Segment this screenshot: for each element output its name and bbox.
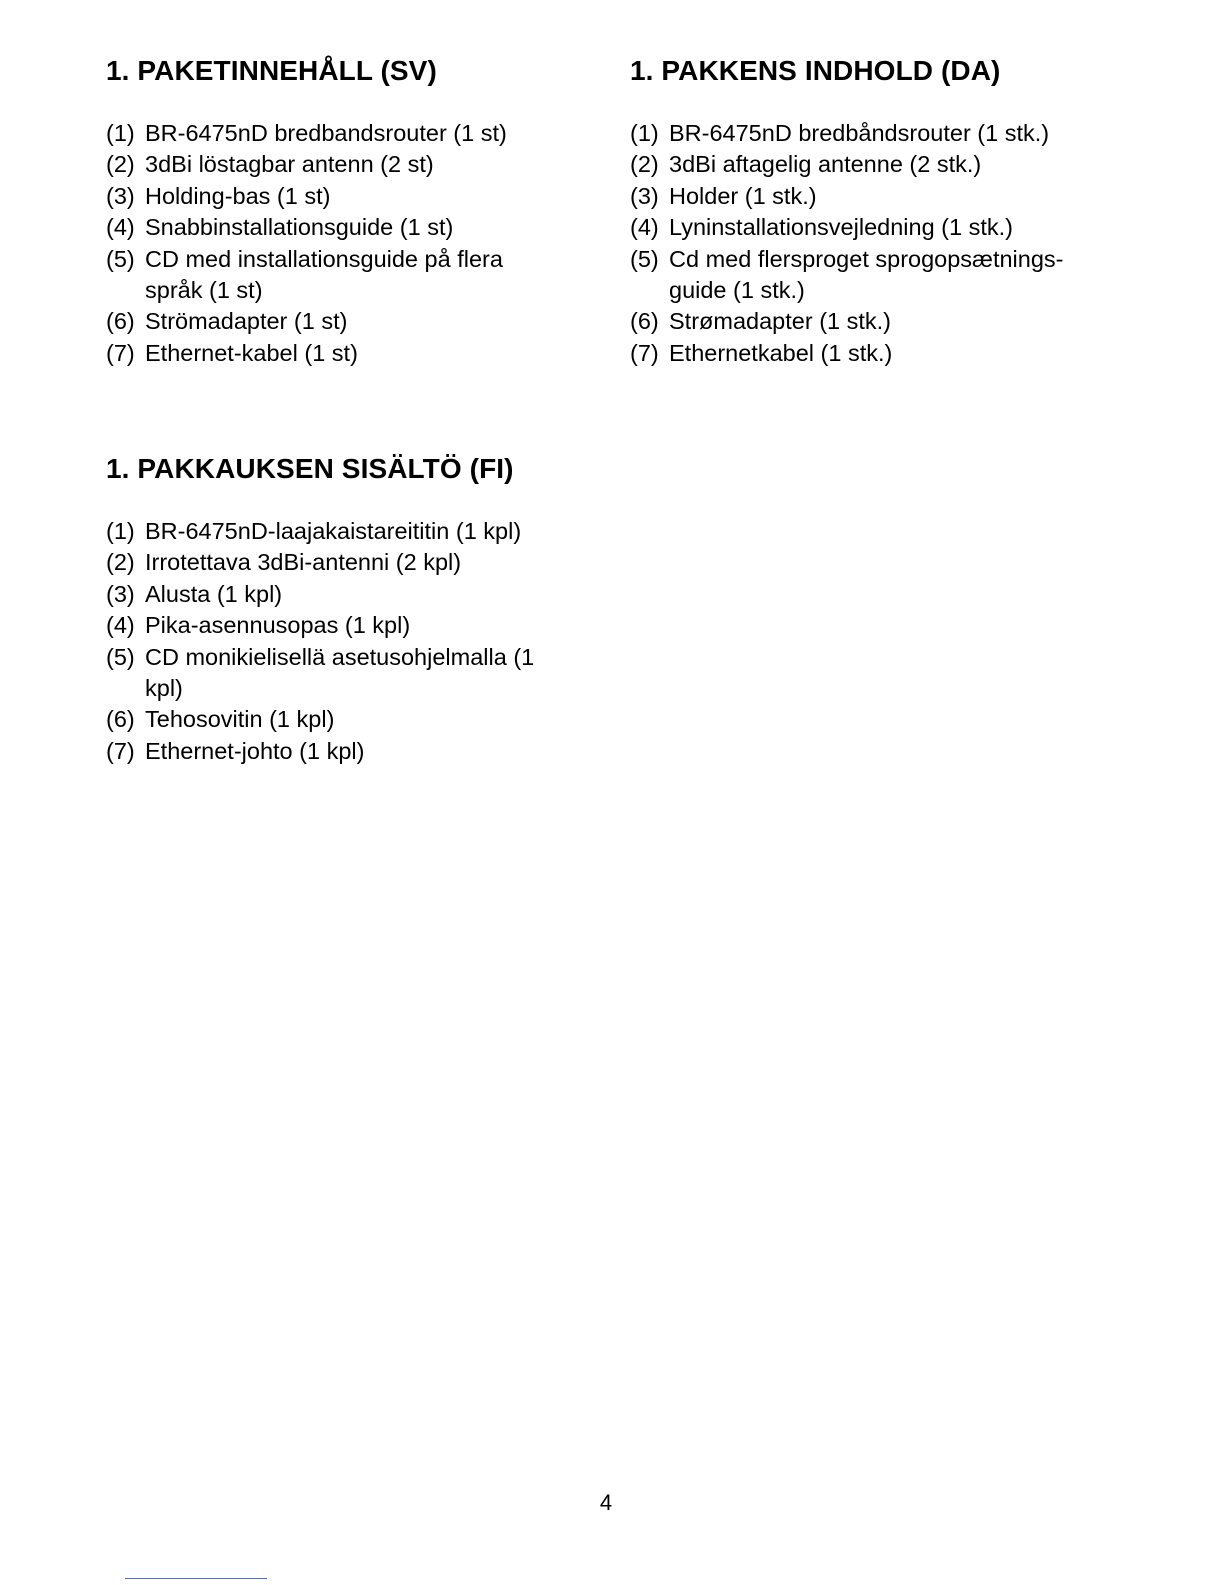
item-text: BR-6475nD bredbåndsrouter (1 stk.) xyxy=(669,120,1050,146)
item-text: Cd med flersproget sprogopsætnings- xyxy=(669,245,1064,272)
item-number: (1) xyxy=(106,518,135,544)
list-item xyxy=(106,610,606,641)
list-item xyxy=(106,118,606,149)
section-heading-da: 1. PAKKENS INDHOLD (DA) xyxy=(630,55,1001,86)
list-item xyxy=(106,181,606,212)
item-number: (6) xyxy=(630,308,659,335)
item-text: guide (1 stk.) xyxy=(669,277,805,304)
item-number: (1) xyxy=(106,120,135,146)
item-number: (3) xyxy=(106,182,135,209)
item-text: 3dBi löstagbar antenn (2 st) xyxy=(145,151,434,178)
item-number: (2) xyxy=(106,549,135,576)
list-item xyxy=(106,704,606,735)
item-text: Lyninstallationsvejledning (1 stk.) xyxy=(669,214,1013,241)
list-item xyxy=(630,306,1130,337)
item-text: Snabbinstallationsguide (1 st) xyxy=(145,214,454,241)
item-text: BR-6475nD-laajakaistareititin (1 kpl) xyxy=(145,518,522,544)
list-item xyxy=(630,181,1130,212)
item-text: Holding-bas (1 st) xyxy=(145,182,331,209)
item-number: (5) xyxy=(630,245,659,272)
item-number: (1) xyxy=(630,120,659,146)
item-text: Ethernet-johto (1 kpl) xyxy=(145,737,365,764)
item-text: Alusta (1 kpl) xyxy=(145,580,283,607)
list-item xyxy=(106,306,606,337)
item-text: Tehosovitin (1 kpl) xyxy=(145,706,335,733)
item-number: (6) xyxy=(106,706,135,733)
item-number: (3) xyxy=(630,182,659,209)
list-item xyxy=(106,149,606,180)
item-number: (4) xyxy=(630,214,659,241)
item-number: (4) xyxy=(106,612,135,639)
list-item xyxy=(630,212,1130,243)
section-package-contents-fi xyxy=(106,452,606,764)
list-item xyxy=(630,149,1130,180)
list-item xyxy=(630,118,1130,149)
item-text: Ethernetkabel (1 stk.) xyxy=(669,339,893,366)
list-item xyxy=(106,579,606,610)
list-item xyxy=(106,642,606,705)
list-item xyxy=(106,736,606,767)
section-package-contents-sv xyxy=(106,54,606,366)
list-item xyxy=(106,338,606,369)
item-text: kpl) xyxy=(145,675,183,702)
item-text: CD monikielisellä asetusohjelmalla (1 xyxy=(145,643,535,670)
section-heading-fi: 1. PAKKAUKSEN SISÄLTÖ (FI) xyxy=(106,453,514,484)
item-text: Pika-asennusopas (1 kpl) xyxy=(145,612,411,639)
section-package-contents-da xyxy=(630,54,1130,366)
list-item xyxy=(630,338,1130,369)
item-text: Strömadapter (1 st) xyxy=(145,308,348,335)
item-text: CD med installationsguide på flera xyxy=(145,245,503,272)
list-item xyxy=(630,244,1130,307)
item-text: Strømadapter (1 stk.) xyxy=(669,308,891,335)
list-item xyxy=(106,516,606,547)
item-number: (2) xyxy=(106,151,135,178)
item-text: 3dBi aftagelig antenne (2 stk.) xyxy=(669,151,982,178)
section-heading-sv: 1. PAKETINNEHÅLL (SV) xyxy=(106,55,437,86)
list-item xyxy=(106,547,606,578)
item-number: (2) xyxy=(630,151,659,178)
list-item xyxy=(106,212,606,243)
list-item xyxy=(106,244,606,307)
contents-list-sv xyxy=(106,118,606,369)
item-text: Holder (1 stk.) xyxy=(669,182,817,209)
contents-list-fi xyxy=(106,516,606,767)
item-number: (6) xyxy=(106,308,135,335)
item-number: (5) xyxy=(106,245,135,272)
contents-list-da xyxy=(630,118,1130,369)
item-text: Ethernet-kabel (1 st) xyxy=(145,339,358,366)
item-number: (7) xyxy=(106,737,135,764)
page-number: 4 xyxy=(599,1490,613,1515)
item-text: språk (1 st) xyxy=(145,277,263,304)
bottom-rule xyxy=(125,1578,267,1579)
item-text: Irrotettava 3dBi-antenni (2 kpl) xyxy=(145,549,462,576)
item-text: BR-6475nD bredbandsrouter (1 st) xyxy=(145,120,507,146)
item-number: (5) xyxy=(106,643,135,670)
item-number: (7) xyxy=(630,339,659,366)
item-number: (7) xyxy=(106,339,135,366)
item-number: (4) xyxy=(106,214,135,241)
item-number: (3) xyxy=(106,580,135,607)
